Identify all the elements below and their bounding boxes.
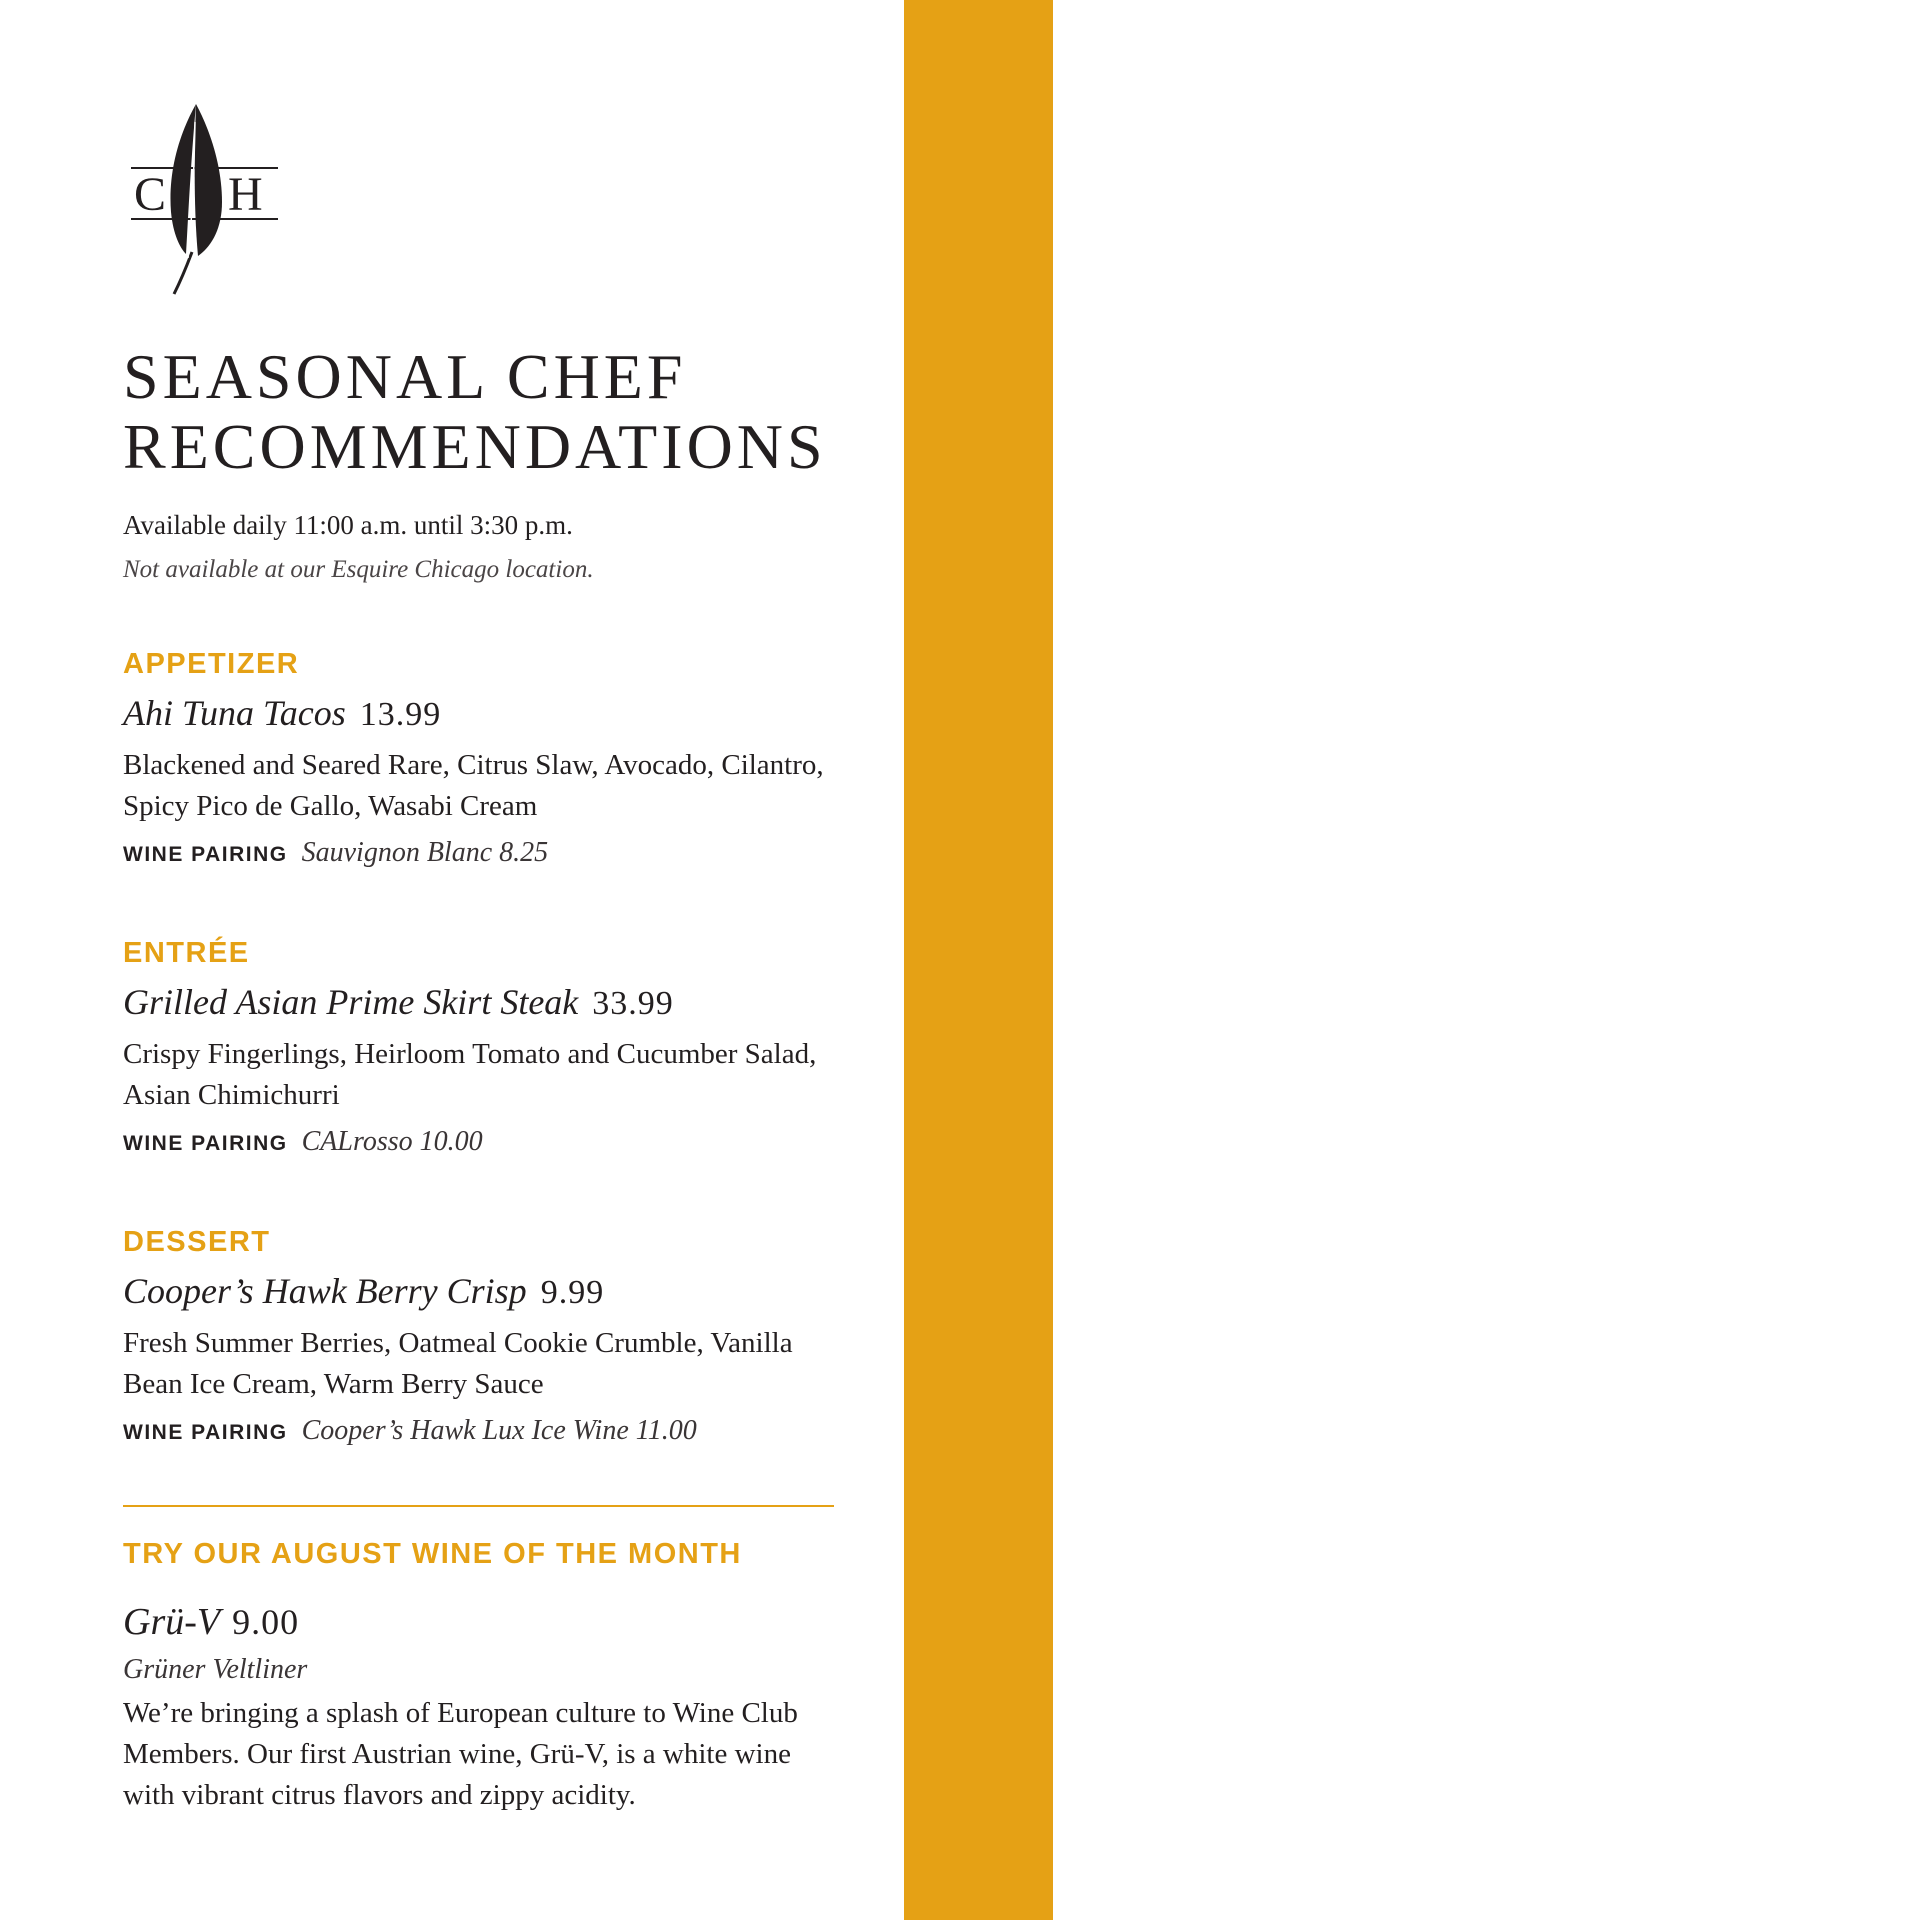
wine-of-month-heading: TRY OUR AUGUST WINE OF THE MONTH <box>123 1538 742 1570</box>
dish-line <box>123 691 843 743</box>
wine-pairing-label: WINE PAIRING <box>123 843 288 866</box>
wine-of-month-varietal: Grüner Veltliner <box>123 1654 308 1685</box>
dish-description: Blackened and Seared Rare, Citrus Slaw, Avocado, Cilantro, Spicy Pico de Gallo, Wasabi Cream <box>123 749 824 822</box>
dish-description: Crispy Fingerlings, Heirloom Tomato and Cucumber Salad, Asian Chimichurri <box>123 1038 817 1111</box>
wine-of-month-line <box>123 1598 299 1654</box>
dish-description: Fresh Summer Berries, Oatmeal Cookie Crumble, Vanilla Bean Ice Cream, Warm Berry Sauce <box>123 1327 793 1400</box>
availability-note: Not available at our Esquire Chicago location. <box>123 556 594 583</box>
svg-text:H: H <box>228 168 263 221</box>
dish-price: 13.99 <box>359 696 442 733</box>
dish-price: 9.99 <box>540 1274 605 1311</box>
wine-pairing-label: WINE PAIRING <box>123 1421 288 1444</box>
feather-logo-icon <box>128 102 278 296</box>
page-title <box>123 342 827 482</box>
wine-pairing <box>123 1413 843 1453</box>
entree-section <box>123 936 843 1164</box>
wine-of-month-name: Grü-V <box>123 1601 221 1643</box>
wine-of-month-description: We’re bringing a splash of European culture to Wine Club Members. Our first Austrian wine, Grü-V, is a white wine with vibrant citrus flavors and zippy acidity. <box>123 1697 798 1811</box>
side-label-dinner: DINNER <box>1821 776 1908 1144</box>
wine-pairing-label: WINE PAIRING <box>123 1132 288 1155</box>
logo <box>128 102 278 296</box>
section-heading: DESSERT <box>123 1226 271 1258</box>
section-heading: ENTRÉE <box>123 937 250 969</box>
section-heading: APPETIZER <box>123 648 300 680</box>
dessert-section <box>123 1225 843 1453</box>
dish-line <box>123 980 843 1032</box>
svg-text:C: C <box>134 168 167 221</box>
wine-pairing <box>123 835 843 875</box>
dish-line <box>123 1269 843 1321</box>
side-band <box>904 0 1908 1920</box>
dish-name: Ahi Tuna Tacos <box>123 693 346 733</box>
wine-pairing <box>123 1124 843 1164</box>
appetizer-section <box>123 647 843 875</box>
wine-pairing-wine: Cooper’s Hawk Lux Ice Wine 11.00 <box>301 1415 697 1446</box>
availability-hours: Available daily 11:00 a.m. until 3:30 p.m. <box>123 510 573 540</box>
dish-price: 33.99 <box>592 985 674 1022</box>
section-divider <box>123 1505 834 1507</box>
wine-of-month-price: 9.00 <box>232 1602 300 1642</box>
wine-pairing-wine: Sauvignon Blanc 8.25 <box>301 837 549 868</box>
dish-name: Cooper’s Hawk Berry Crisp <box>123 1271 527 1311</box>
dish-name: Grilled Asian Prime Skirt Steak <box>123 982 579 1022</box>
title-line-1: SEASONAL CHEF <box>123 341 687 412</box>
wine-pairing-wine: CALrosso 10.00 <box>301 1126 483 1157</box>
title-line-2: RECOMMENDATIONS <box>123 411 827 482</box>
